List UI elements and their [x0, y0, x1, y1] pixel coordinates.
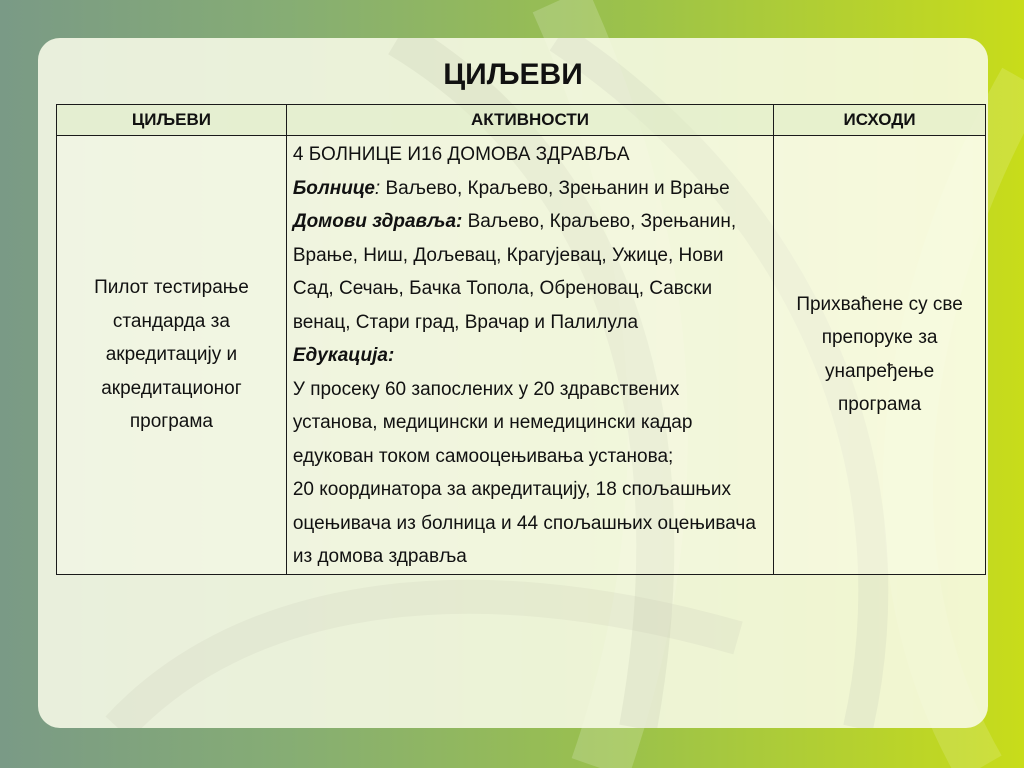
header-goals: ЦИЉЕВИ — [57, 105, 287, 136]
goals-table — [56, 104, 986, 575]
hospitals-label: Болнице — [292, 177, 375, 199]
hospitals-text: Ваљево, Краљево, Зрењанин и Врање — [380, 177, 730, 199]
outcome-cell: Прихваћене су све препоруке за унапређење програма — [774, 136, 986, 575]
table-row — [57, 136, 986, 575]
health-centers-line — [293, 205, 767, 339]
health-centers-text: Ваљево, Краљево, Зрењанин, Врање, Ниш, Дољевац, Крагујевац, Ужице, Нови Сад, Сечањ, Бачка Топола, Обреновац, Савски венац, Стари град, Врачар и Палилула — [292, 211, 737, 333]
goal-cell: Пилот тестирање стандарда за акредитацију и акредитационог програма — [57, 136, 287, 575]
education-text-1: У просеку 60 запослених у 20 здравствених установа, медицински и немедицински кадар едукован током самооцењивања установа; — [292, 378, 693, 467]
table-header-row — [57, 105, 986, 136]
health-centers-label: Домови здравља: — [292, 211, 463, 232]
education-text-2: 20 координатора за акредитацију, 18 спољашњих оцењивача из болница и 44 спољашњих оцењивача из домова здравља — [292, 479, 756, 567]
slide-title: ЦИЉЕВИ — [443, 58, 583, 91]
education-label: Едукација: — [292, 345, 395, 366]
header-outcomes: ИСХОДИ — [774, 105, 986, 136]
content-panel — [38, 38, 988, 728]
activities-intro: 4 БОЛНИЦЕ И16 ДОМОВА ЗДРАВЉА — [292, 144, 630, 165]
activities-cell — [286, 136, 773, 575]
header-activities: АКТИВНОСТИ — [286, 105, 773, 136]
hospitals-colon: : — [374, 177, 381, 199]
hospitals-line — [293, 172, 767, 206]
